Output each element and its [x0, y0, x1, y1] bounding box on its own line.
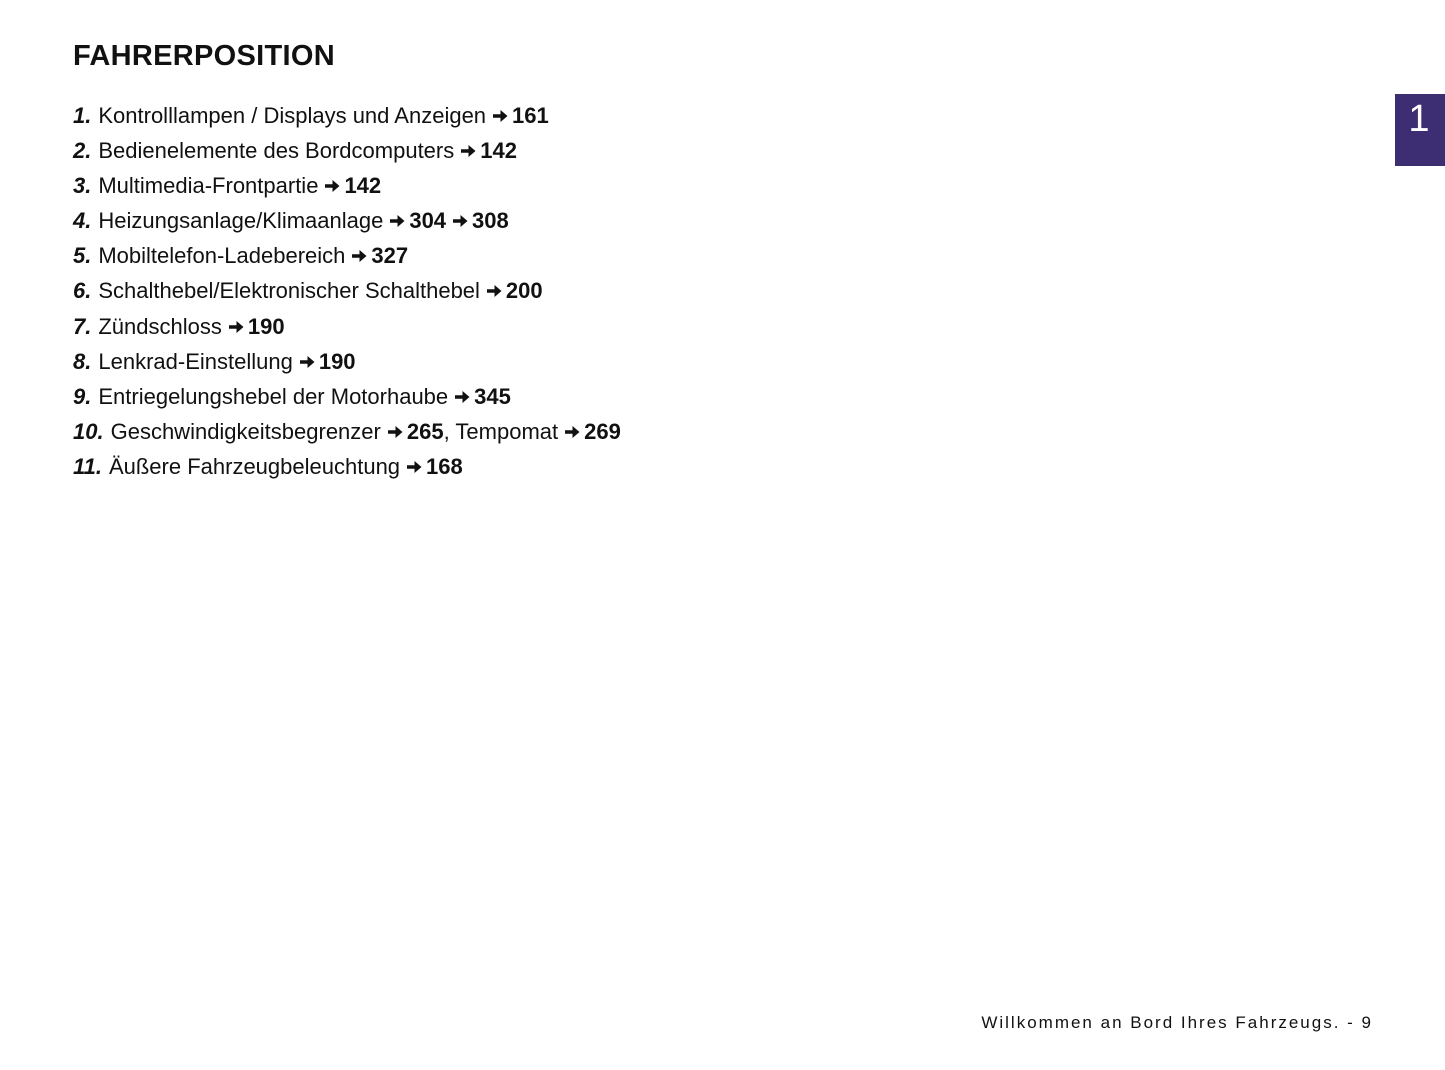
arrow-right-icon	[323, 170, 341, 188]
page-reference-link[interactable]: 327	[371, 243, 409, 269]
arrow-right-icon	[298, 346, 316, 364]
item-number: 1.	[73, 103, 92, 128]
list-item	[73, 309, 621, 344]
arrow-right-icon	[227, 311, 245, 329]
item-label-secondary: , Tempomat	[443, 418, 559, 444]
item-label: Schalthebel/Elektronischer Schalthebel	[98, 278, 480, 304]
item-number: 7.	[73, 313, 92, 339]
control-list	[73, 98, 621, 484]
item-label: Mobiltelefon-Ladebereich	[98, 243, 346, 269]
list-item	[73, 449, 621, 484]
item-number: 5.	[73, 243, 92, 269]
arrow-right-icon	[485, 275, 503, 293]
arrow-right-icon	[459, 135, 477, 153]
page-reference-link[interactable]: 200	[505, 278, 543, 304]
item-number: 2.	[73, 138, 92, 164]
arrow-right-icon	[350, 240, 368, 258]
item-label: Zündschloss	[98, 313, 222, 339]
item-number: 10.	[73, 418, 104, 444]
page-reference-link[interactable]: 168	[426, 453, 463, 479]
page-reference-link[interactable]: 345	[474, 383, 511, 409]
item-label: Entriegelungshebel der Motorhaube	[98, 383, 449, 409]
item-label: Äußere Fahrzeugbeleuchtung	[108, 453, 401, 479]
page-reference-link[interactable]: 142	[344, 173, 382, 199]
list-item	[73, 344, 621, 379]
arrow-right-icon	[491, 100, 509, 118]
arrow-right-icon	[563, 416, 581, 434]
page-reference-link[interactable]: 265	[406, 418, 444, 444]
arrow-right-icon	[405, 451, 423, 469]
arrow-right-icon	[451, 205, 469, 223]
item-label: Kontrolllampen / Displays und Anzeigen	[98, 103, 487, 128]
arrow-right-icon	[386, 416, 404, 434]
list-item	[73, 379, 621, 414]
item-number: 6.	[73, 278, 92, 304]
list-item	[73, 238, 621, 273]
list-item	[73, 203, 621, 238]
item-label: Multimedia-Frontpartie	[98, 173, 319, 199]
item-label: Lenkrad-Einstellung	[98, 348, 293, 374]
item-number: 9.	[73, 383, 92, 409]
page-reference-link[interactable]: 304	[409, 208, 447, 234]
list-item	[73, 98, 621, 133]
arrow-right-icon	[453, 381, 471, 399]
page-reference-link[interactable]: 142	[480, 138, 517, 164]
item-number: 4.	[73, 208, 92, 234]
page-reference-link[interactable]: 190	[318, 348, 356, 374]
list-item	[73, 414, 621, 449]
item-number: 3.	[73, 173, 92, 199]
arrow-right-icon	[388, 205, 406, 223]
item-label: Bedienelemente des Bordcomputers	[98, 138, 455, 164]
item-number: 8.	[73, 348, 92, 374]
page-reference-link[interactable]: 269	[584, 418, 621, 444]
chapter-tab[interactable]: 1	[1395, 94, 1445, 166]
item-number: 11.	[73, 453, 102, 479]
item-label: Heizungsanlage/Klimaanlage	[98, 208, 384, 234]
page-reference-link[interactable]: 308	[472, 208, 509, 234]
list-item	[73, 273, 621, 308]
page-footer: Willkommen an Bord Ihres Fahrzeugs. - 9	[981, 1013, 1373, 1032]
item-label: Geschwindigkeitsbegrenzer	[110, 418, 381, 444]
page-reference-link[interactable]: 161	[512, 103, 549, 128]
page-reference-link[interactable]: 190	[247, 313, 285, 339]
list-item	[73, 168, 621, 203]
page-title: FAHRERPOSITION	[73, 40, 335, 72]
list-item	[73, 133, 621, 168]
